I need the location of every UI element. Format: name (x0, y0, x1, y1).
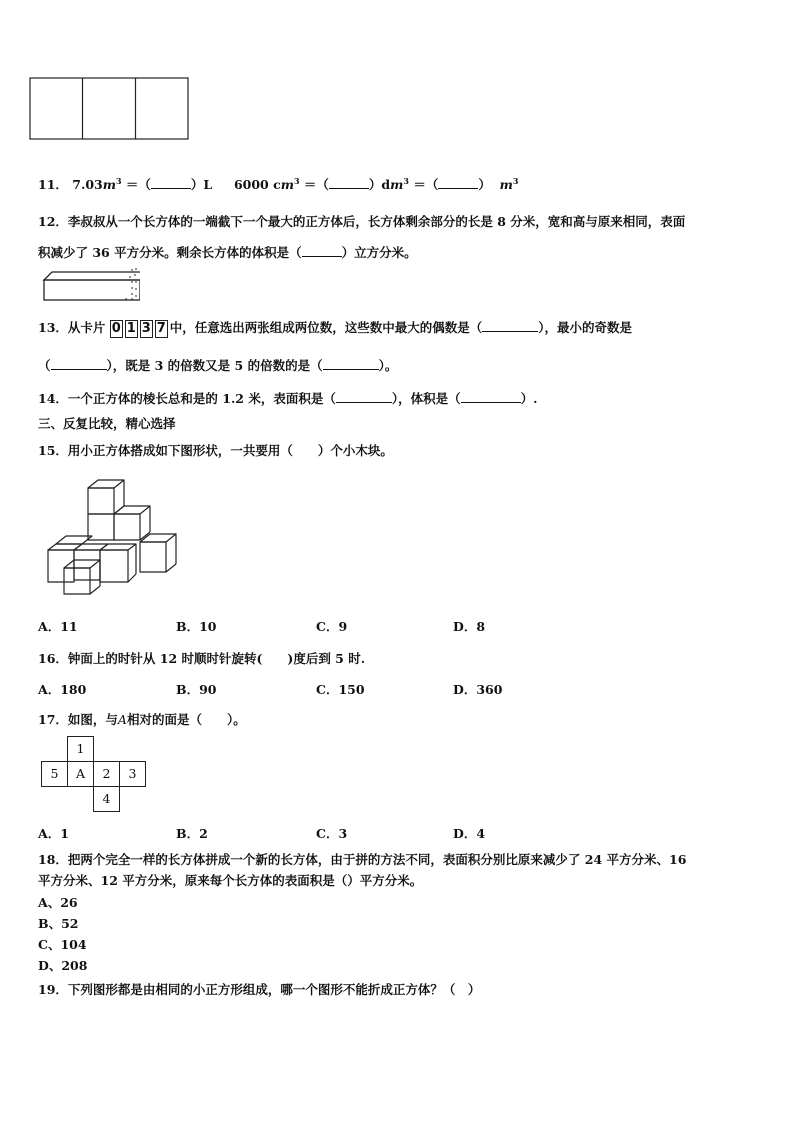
option-c[interactable]: C．9 (316, 619, 348, 634)
option-d[interactable]: D、208 (38, 958, 88, 973)
question-18-line1: 18．把两个完全一样的长方体拼成一个新的长方体，由于拼的方法不同，表面积分别比原来减少了 24 平方分米、16 (38, 852, 687, 867)
option-c[interactable]: C、104 (38, 937, 87, 952)
section-heading: 三、反复比较，精心选择 (38, 416, 176, 431)
question-18-line2: 平方分米、12 平方分米，原来每个长方体的表面积是（）平方分米。 (38, 873, 423, 888)
question-14: 14．一个正方体的棱长总和是的 1.2 米，表面积是（ ），体积是（ ）. (38, 391, 538, 406)
answer-blank[interactable] (461, 390, 521, 403)
option-d[interactable]: D．8 (453, 619, 486, 634)
question-11: 11． $7.03m^3$ ＝（ ）L 6000 $cm^3$ ＝（ ）$dm^3$ ＝（ ） $m^3$ (38, 175, 519, 192)
question-16-stem: 16．钟面上的时针从 12 时顺时针旋转( )度后到 5 时. (38, 651, 366, 666)
number-card: 7 (156, 320, 166, 336)
answer-blank[interactable] (336, 390, 392, 403)
answer-blank[interactable] (329, 176, 369, 189)
answer-blank[interactable] (51, 357, 107, 370)
question-15-stem: 15．用小正方体搭成如下图形状，一共要用（ ）个小木块。 (38, 443, 393, 458)
option-b[interactable]: B．2 (176, 826, 208, 841)
answer-blank[interactable] (151, 176, 191, 189)
option-b[interactable]: B、52 (38, 916, 79, 931)
question-17-stem: 17．如图，与A相对的面是（ ）。 (38, 712, 246, 727)
question-19-stem: 19．下列图形都是由相同的小正方形组成，哪一个图形不能折成正方体？（ ） (38, 982, 481, 997)
option-c[interactable]: C．150 (316, 682, 365, 697)
net-face: 3 (119, 761, 146, 787)
net-face: A (67, 761, 94, 787)
top-three-cell-grid (29, 77, 191, 141)
question-12-line1: 12．李叔叔从一个长方体的一端截下一个最大的正方体后，长方体剩余部分的长是 8 分米，宽和高与原来相同，表面 (38, 214, 686, 229)
answer-blank[interactable] (323, 357, 379, 370)
option-d[interactable]: D．4 (453, 826, 486, 841)
question-12-line2: 积减少了 36 平方分米。剩余长方体的体积是（ ）立方分米。 (38, 245, 417, 260)
option-b[interactable]: B．10 (176, 619, 217, 634)
net-face: 4 (93, 786, 120, 812)
stacked-cubes-figure (44, 478, 184, 596)
option-a[interactable]: A．11 (38, 619, 78, 634)
option-a[interactable]: A、26 (38, 895, 78, 910)
question-13-line2: （ ），既是 3 的倍数又是 5 的倍数的是（ ）。 (38, 358, 398, 373)
cube-net-figure (41, 736, 145, 812)
net-face: 1 (67, 736, 94, 762)
number-card: 0 (111, 320, 121, 336)
option-d[interactable]: D．360 (453, 682, 503, 697)
cuboid-cut-figure (40, 268, 140, 303)
option-b[interactable]: B．90 (176, 682, 217, 697)
number-card: 1 (126, 320, 136, 336)
question-13-line1: 13．从卡片 0 1 3 7 中，任意选出两张组成两位数，这些数中最大的偶数是（ ），最小的奇数是 (38, 320, 633, 336)
option-a[interactable]: A．1 (38, 826, 69, 841)
net-face: 5 (41, 761, 68, 787)
answer-blank[interactable] (302, 244, 342, 257)
number-card: 3 (141, 320, 151, 336)
option-c[interactable]: C．3 (316, 826, 348, 841)
net-face: 2 (93, 761, 120, 787)
answer-blank[interactable] (482, 319, 538, 332)
answer-blank[interactable] (438, 176, 478, 189)
option-a[interactable]: A．180 (38, 682, 87, 697)
